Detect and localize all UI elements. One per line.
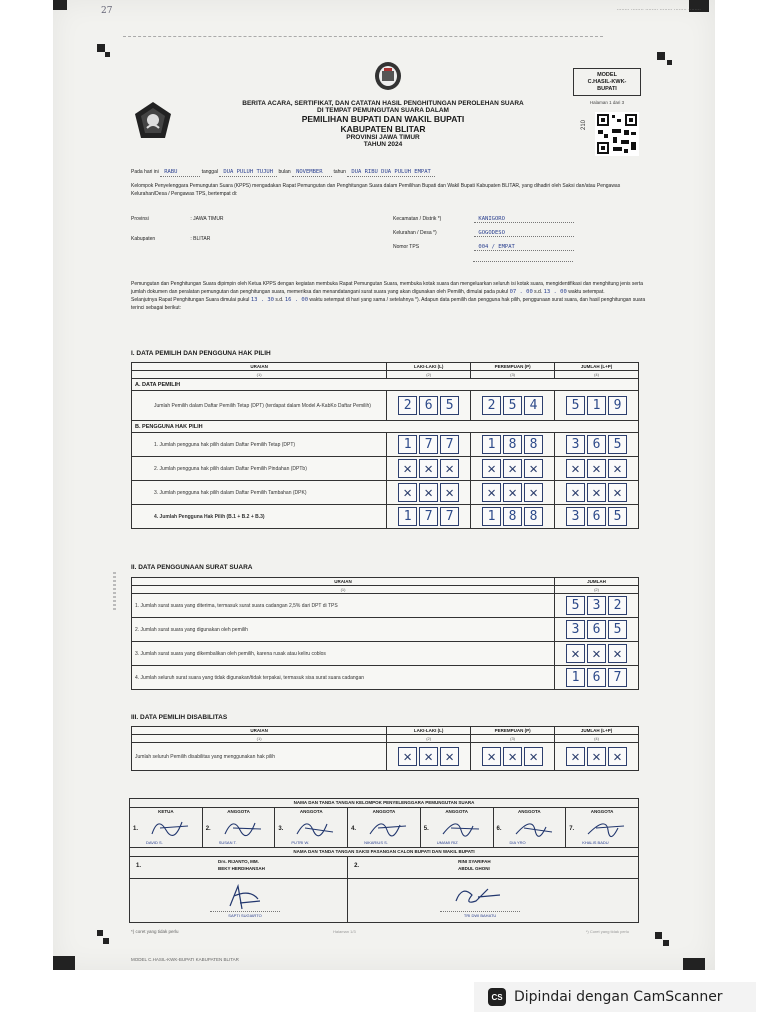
digit-box: 3 [587, 596, 606, 615]
digit-box: 1 [587, 396, 606, 415]
group-a-row [132, 379, 639, 391]
group-b-row [132, 421, 639, 433]
idx-4: (4) [555, 371, 639, 379]
qr-code-icon [595, 112, 639, 156]
registration-mark-bl2 [103, 938, 109, 944]
signature-table [129, 798, 639, 923]
member-role: ANGGOTA [518, 809, 541, 814]
scan-edge-bl [53, 956, 75, 970]
section-2-title: II. DATA PENGGUNAAN SURAT SUARA [131, 564, 253, 571]
camscanner-text: Dipindai dengan CamScanner [514, 989, 723, 1005]
header-line-3: PEMILIHAN BUPATI DAN WAKIL BUPATI [301, 114, 465, 124]
sd-label-2: s.d. [275, 297, 284, 303]
end-time: 13 . 00 [543, 289, 567, 295]
header-line-5: PROVINSI JAWA TIMUR [346, 134, 420, 141]
paslon-1-signature-cell [130, 879, 348, 923]
digit-box: ✕ [524, 459, 543, 478]
member-signature-icon [148, 814, 194, 840]
digit-box: 7 [440, 435, 459, 454]
table-row-disabilitas [132, 743, 639, 771]
tps-value: 004 / EMPAT [474, 244, 574, 251]
member-signature-icon [293, 814, 339, 840]
saksi-header: NAMA DAN TANDA TANGAN SAKSI PASANGAN CALON BUPATI DAN WAKIL BUPATI [130, 848, 639, 857]
kpps-member-cell [275, 808, 348, 848]
registration-mark-tl [97, 44, 105, 52]
kabupaten-value: : BLITAR [190, 236, 211, 242]
procedure-text-1: Pemungutan dan Penghitungan Suara dipimpin oleh Ketua KPPS dengan kegiatan membuka Rapat Pemungutan Suara, membuka kotak suara dan mengeluarkan seluruh isi kotak suara, mengidentifikasi dan menghitung jenis serta jumlah dokumen dan peralatan pemungutan dan penghitungan suara, memeriksa dan menandatangani surat suara yang akan digunakan oleh Pemilih, dimulai pada pukul [131, 281, 643, 295]
footer-right-text: *) Coret yang tidak perlu [585, 929, 629, 934]
digit-box: 8 [503, 435, 522, 454]
disabilitas-jumlah [558, 747, 635, 766]
digit-box: ✕ [482, 459, 501, 478]
returned-total [558, 644, 635, 663]
member-number: 5. [423, 826, 429, 832]
b4-laki [390, 507, 467, 526]
provinsi-value: : JAWA TIMUR [190, 216, 224, 222]
kpu-logo-icon [373, 60, 403, 94]
procedure-text-3: Selanjutnya Rapat Penghitungan Suara dimulai pukul [131, 297, 250, 303]
digit-box: ✕ [608, 747, 627, 766]
end-time-2: 16 . 00 [284, 297, 309, 303]
digit-box: 5 [608, 507, 627, 526]
kabupaten-row [131, 236, 210, 242]
member-name: NIKARIUS S. [364, 840, 388, 845]
col-jumlah: JUMLAH (L+P) [555, 363, 639, 371]
member-signature-icon [584, 814, 630, 840]
b3-label: 3. Jumlah pengguna hak pilih dalam Daftar Pemilih Tambahan (DPK) [132, 481, 387, 505]
table-row-unused [132, 666, 639, 690]
unused-total [558, 668, 635, 687]
scan-edge-br [683, 958, 705, 970]
table-row-dpt [132, 391, 639, 421]
member-number: 2. [205, 826, 211, 832]
header-line-1: BERITA ACARA, SERTIFIKAT, DAN CATATAN HASIL PENGHITUNGAN PEROLEHAN SUARA [242, 100, 524, 107]
member-signature-icon [366, 814, 412, 840]
digit-box: 3 [566, 507, 585, 526]
used-label: 2. Jumlah surat suara yang digunakan oleh pemilih [132, 618, 555, 642]
registration-mark-tl2 [105, 52, 110, 57]
col-perempuan: PEREMPUAN (P) [471, 727, 555, 735]
b1-laki [390, 435, 467, 454]
section-1-title: I. DATA PEMILIH DAN PENGGUNA HAK PILIH [131, 350, 271, 357]
table-header-row [132, 727, 639, 735]
kpps-member-cell [130, 808, 203, 848]
section-1-table [131, 362, 639, 529]
digit-box: ✕ [398, 747, 417, 766]
paslon-1-number: 1. [136, 863, 142, 869]
table-row-b1 [132, 433, 639, 457]
top-strip-text: ........ ........ ........ ........ ........ ........ [616, 6, 701, 12]
member-number: 4. [351, 826, 357, 832]
digit-box: ✕ [482, 747, 501, 766]
member-name: KHALIS BADU [582, 840, 609, 845]
b2-label: 2. Jumlah pengguna hak pilih dalam Daftar Pemilih Pindahan (DPTb) [132, 457, 387, 481]
kecamatan-label: Kecamatan / Distrik *) [393, 216, 442, 222]
model-box [573, 68, 641, 96]
digit-box: 6 [587, 620, 606, 639]
col-perempuan: PEREMPUAN (P) [471, 363, 555, 371]
digit-box: ✕ [398, 483, 417, 502]
header-line-4: KABUPATEN BLITAR [340, 124, 426, 134]
kelurahan-value: GOGODESO [474, 230, 574, 237]
member-number: 7. [569, 826, 575, 832]
digit-box: ✕ [419, 483, 438, 502]
table-row-b3 [132, 481, 639, 505]
member-signature-icon [221, 814, 267, 840]
dpt-laki [390, 396, 467, 415]
digit-box: 3 [566, 620, 585, 639]
digit-box: ✕ [503, 459, 522, 478]
kpps-member-cell [348, 808, 421, 848]
digit-box: 9 [608, 396, 627, 415]
idx-3: (3) [471, 735, 555, 743]
opening-line [131, 168, 651, 177]
paslon-1-name-1: Drs. RIJANTO, MM. [218, 859, 259, 864]
digit-box: ✕ [608, 644, 627, 663]
member-number: 6. [496, 826, 502, 832]
idx-2: (2) [555, 586, 639, 594]
paslon-2-number: 2. [354, 863, 360, 869]
member-number: 3. [278, 826, 284, 832]
header-line-6: TAHUN 2024 [363, 141, 403, 148]
provinsi-row [131, 216, 224, 222]
table-row-received [132, 594, 639, 618]
paslon-1-signer: SAPTI SUGIARTO [210, 911, 280, 918]
model-box-line-3: BUPATI [597, 86, 617, 92]
b3-perempuan [474, 483, 551, 502]
member-name: SUSAN T. [218, 840, 237, 845]
kelurahan-label: Kelurahan / Desa *) [393, 230, 437, 236]
bulan-value: NOVEMBER [292, 168, 332, 177]
digit-box: ✕ [503, 483, 522, 502]
page-indicator: Halaman 1 dari 3 [589, 100, 625, 105]
footer-bottom-text: MODEL C.HASIL-KWK-BUPATI KABUPATEN BLITAR [131, 957, 239, 962]
digit-box: 3 [566, 435, 585, 454]
digit-box: ✕ [608, 459, 627, 478]
registration-mark-br2 [663, 940, 669, 946]
digit-box: 1 [482, 435, 501, 454]
table-row-returned [132, 642, 639, 666]
paslon-2-name-2: ABDUL GHONI [458, 866, 490, 871]
returned-label: 3. Jumlah surat suara yang dikembalikan oleh pemilih, karena rusak atau keliru coblos [132, 642, 555, 666]
digit-box: 6 [587, 435, 606, 454]
registration-mark-tr2 [667, 60, 672, 65]
col-jumlah: JUMLAH [555, 578, 639, 586]
tahun-value: DUA RIBU DUA PULUH EMPAT [347, 168, 434, 177]
digit-box: 8 [524, 507, 543, 526]
digit-box: 4 [524, 396, 543, 415]
table-row-b2 [132, 457, 639, 481]
procedure-paragraph [131, 280, 651, 312]
digit-box: 2 [608, 596, 627, 615]
member-number: 1. [133, 826, 139, 832]
disabilitas-perempuan [474, 747, 551, 766]
digit-box: ✕ [587, 747, 606, 766]
table-row-used [132, 618, 639, 642]
member-role: ANGGOTA [227, 809, 250, 814]
start-time-2: 13 . 30 [250, 297, 274, 303]
digit-box: 6 [419, 396, 438, 415]
digit-box: 1 [398, 435, 417, 454]
opening-body: Kelompok Penyelenggara Pemungutan Suara (KPPS) mengadakan Rapat Pemungutan dan Penghitungan Suara dalam Pemilihan Bupati dan Wakil Bupati Kabupaten BLITAR, yang dihadiri oleh Saksi dan/atau Pengawas Kelurahan/Desa / Pengawas TPS, bertempat di: [131, 183, 621, 197]
b4-perempuan [474, 507, 551, 526]
camscanner-watermark [474, 982, 756, 1012]
digit-box: 7 [440, 507, 459, 526]
qr-code-number: 210 [581, 119, 588, 131]
kecamatan-value: KANIGORO [474, 216, 574, 223]
tahun-label: tahun [333, 169, 346, 175]
kpps-member-cell [493, 808, 566, 848]
table-header-row [132, 578, 639, 586]
registration-mark-br [655, 932, 662, 939]
digit-box: 7 [419, 507, 438, 526]
digit-box: ✕ [587, 459, 606, 478]
digit-box: 7 [608, 668, 627, 687]
col-jumlah: JUMLAH (L+P) [555, 727, 639, 735]
table-index-row [132, 735, 639, 743]
table-index-row [132, 586, 639, 594]
digit-box: 8 [503, 507, 522, 526]
b3-laki [390, 483, 467, 502]
section-2-table [131, 577, 639, 690]
paslon-2-signature-icon [448, 881, 508, 911]
kpps-member-cell [420, 808, 493, 848]
registration-mark-tr [657, 52, 665, 60]
tps-extra-line [473, 258, 573, 264]
idx-2: (2) [387, 735, 471, 743]
disabilitas-laki [390, 747, 467, 766]
member-role: ANGGOTA [372, 809, 396, 814]
member-name: PUTRI W. [291, 840, 310, 845]
digit-box: ✕ [440, 483, 459, 502]
member-role: ANGGOTA [590, 809, 614, 814]
document-header [183, 100, 583, 148]
hari-value: RABU [160, 168, 200, 177]
idx-3: (3) [471, 371, 555, 379]
digit-box: 1 [566, 668, 585, 687]
digit-box: ✕ [566, 459, 585, 478]
digit-box: ✕ [419, 747, 438, 766]
b2-perempuan [474, 459, 551, 478]
group-b-label: B. PENGGUNA HAK PILIH [132, 421, 639, 433]
bulan-label: bulan [278, 169, 291, 175]
b1-perempuan [474, 435, 551, 454]
paslon-2-name-1: RINI SYARIFAH [458, 859, 491, 864]
member-role: ANGGOTA [445, 809, 468, 814]
digit-box: ✕ [440, 747, 459, 766]
digit-box: 5 [608, 620, 627, 639]
member-name: DAVID S. [146, 840, 163, 845]
digit-box: ✕ [566, 747, 585, 766]
col-laki: LAKI-LAKI (L) [387, 727, 471, 735]
table-row-b4 [132, 505, 639, 529]
digit-box: 5 [608, 435, 627, 454]
digit-box: 1 [482, 507, 501, 526]
idx-4: (4) [555, 735, 639, 743]
idx-1: (1) [132, 371, 387, 379]
member-name: UMAMI RIZ [436, 840, 458, 845]
kpps-member-cell [566, 808, 639, 848]
section-3-table [131, 726, 639, 771]
registration-mark-bl [97, 930, 103, 936]
digit-box: 6 [587, 668, 606, 687]
member-signature-icon [512, 814, 558, 840]
b4-jumlah [558, 507, 635, 526]
dpt-label: Jumlah Pemilih dalam Daftar Pemilih Tetap (DPT) (terdapat dalam Model A-KabKo Daftar Pemilih) [132, 391, 387, 421]
handwritten-mark: 27 [101, 6, 113, 16]
member-role: KETUA [158, 809, 174, 814]
kecamatan-row [393, 216, 574, 223]
location-block [131, 214, 651, 274]
digit-box: 5 [503, 396, 522, 415]
saksi-header-row [130, 848, 639, 857]
digit-box: 5 [566, 396, 585, 415]
b1-label: 1. Jumlah pengguna hak pilih dalam Daftar Pemilih Tetap (DPT) [132, 433, 387, 457]
sd-label: s.d. [534, 289, 543, 295]
idx-1: (1) [132, 735, 387, 743]
procedure-text-2: waktu setempat. [568, 289, 605, 295]
scanned-document [53, 0, 715, 970]
saksi-names-row [130, 857, 639, 879]
member-role: ANGGOTA [299, 809, 323, 814]
kpps-header: NAMA DAN TANDA TANGAN KELOMPOK PENYELENGGARA PEMUNGUTAN SUARA [130, 799, 639, 808]
digit-box: ✕ [419, 459, 438, 478]
digit-box: ✕ [587, 644, 606, 663]
idx-1: (1) [132, 586, 555, 594]
paslon-2-signer: TRI DWI BAHATU [440, 911, 520, 918]
paslon-2-signature-cell [348, 879, 639, 923]
digit-box: ✕ [587, 483, 606, 502]
kelurahan-row [393, 230, 574, 237]
section-3-title: III. DATA PEMILIH DISABILITAS [131, 714, 228, 721]
digit-box: 1 [398, 507, 417, 526]
kpps-members-row [130, 808, 639, 848]
footer-middle-text: Halaman 1/3 [333, 929, 356, 934]
dpt-perempuan [474, 396, 551, 415]
kpps-member-cell [202, 808, 275, 848]
dashed-separator [123, 36, 603, 37]
digit-box: 2 [398, 396, 417, 415]
member-name: DIA YRO [509, 840, 526, 845]
paslon-2-names [348, 857, 639, 879]
saksi-signatures-row [130, 879, 639, 923]
scan-edge-tl [53, 0, 67, 10]
footer-left-text: *) coret yang tidak perlu [131, 929, 179, 934]
digit-box: ✕ [566, 483, 585, 502]
procedure-text-4: waktu setempat di hari yang sama / setelahnya *). Adapun data pemilih dan pengguna hak pilih, penggunaan surat suara, dan hasil penghitungan suara terinci sebagai berikut: [131, 297, 646, 311]
digit-box: 6 [587, 507, 606, 526]
government-emblem-icon [133, 100, 173, 140]
provinsi-label: Provinsi [131, 216, 149, 222]
digit-box: ✕ [398, 459, 417, 478]
disabilitas-label: Jumlah seluruh Pemilih disabilitas yang menggunakan hak pilih [132, 743, 387, 771]
col-uraian: URAIAN [132, 578, 555, 586]
header-line-2: DI TEMPAT PEMUNGUTAN SUARA DALAM [317, 107, 449, 114]
group-a-label: A. DATA PEMILIH [132, 379, 639, 391]
digit-box: ✕ [524, 747, 543, 766]
side-scan-marks [113, 572, 116, 612]
model-box-line-2: C.HASIL-KWK- [587, 79, 627, 85]
kpps-header-row [130, 799, 639, 808]
tps-label: Nomor TPS [393, 244, 420, 250]
col-uraian: URAIAN [132, 363, 387, 371]
paslon-1-signature-icon [220, 881, 270, 911]
dpt-jumlah [558, 396, 635, 415]
digit-box: 8 [524, 435, 543, 454]
pada-hari-label: Pada hari ini [131, 169, 159, 175]
received-label: 1. Jumlah surat suara yang diterima, termasuk surat suara cadangan 2,5% dari DPT di TPS [132, 594, 555, 618]
b4-label: 4. Jumlah Pengguna Hak Pilih (B.1 + B.2 + B.3) [132, 505, 387, 529]
digit-box: 5 [566, 596, 585, 615]
digit-box: ✕ [482, 483, 501, 502]
received-total [558, 596, 635, 615]
digit-box: 7 [419, 435, 438, 454]
digit-box: ✕ [524, 483, 543, 502]
idx-2: (2) [387, 371, 471, 379]
used-total [558, 620, 635, 639]
digit-box: ✕ [503, 747, 522, 766]
digit-box: 5 [440, 396, 459, 415]
unused-label: 4. Jumlah seluruh surat suara yang tidak digunakan/tidak terpakai, termasuk sisa surat suara cadangan [132, 666, 555, 690]
tanggal-value: DUA PULUH TUJUH [219, 168, 277, 177]
table-index-row [132, 371, 639, 379]
tanggal-label: tanggal [201, 169, 218, 175]
tps-row [393, 244, 574, 251]
b3-jumlah [558, 483, 635, 502]
b1-jumlah [558, 435, 635, 454]
camscanner-logo-icon: CS [488, 988, 506, 1006]
table-header-row [132, 363, 639, 371]
member-signature-icon [439, 814, 485, 840]
paslon-1-names [130, 857, 348, 879]
start-time: 07 . 00 [509, 289, 533, 295]
kabupaten-label: Kabupaten [131, 236, 156, 242]
digit-box: ✕ [566, 644, 585, 663]
digit-box: 2 [482, 396, 501, 415]
paslon-1-name-2: BEKY HERDIHANSAH [218, 866, 265, 871]
digit-box: ✕ [608, 483, 627, 502]
col-uraian: URAIAN [132, 727, 387, 735]
b2-jumlah [558, 459, 635, 478]
model-box-line-1: MODEL [597, 72, 617, 78]
digit-box: ✕ [440, 459, 459, 478]
b2-laki [390, 459, 467, 478]
col-laki: LAKI-LAKI (L) [387, 363, 471, 371]
